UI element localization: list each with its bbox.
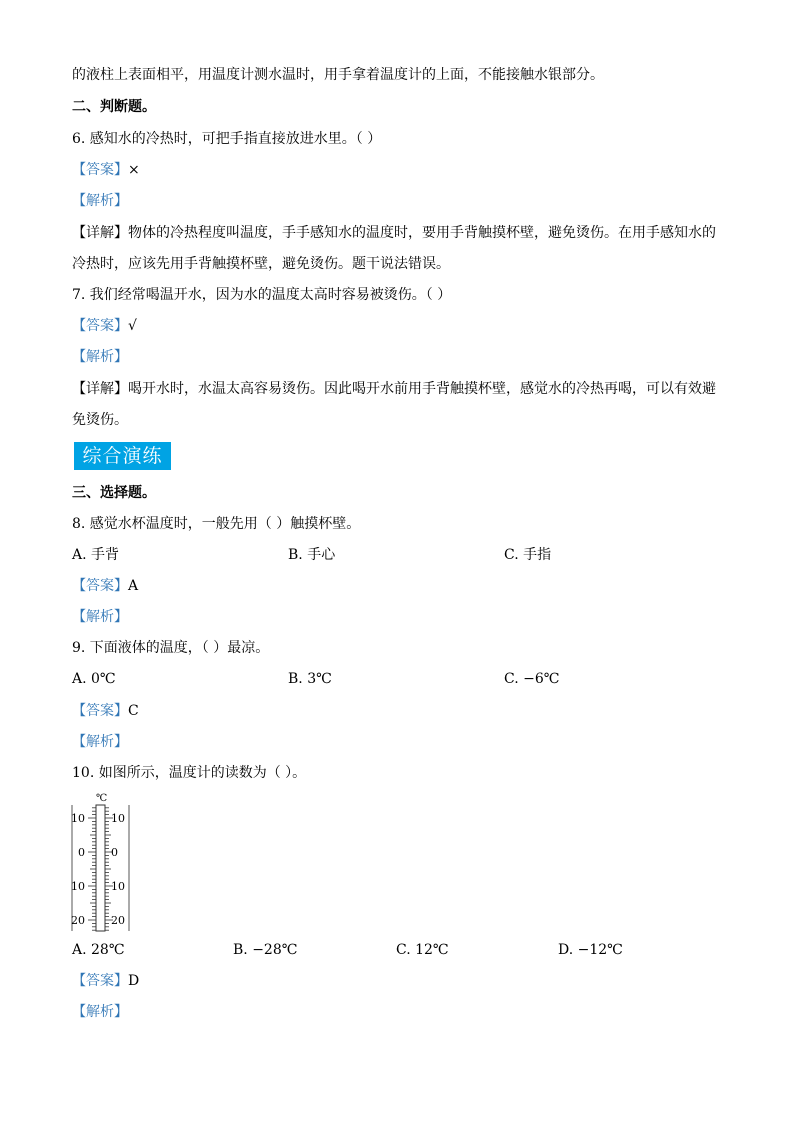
detail-6-line2: 冷热时，应该先用手背触摸杯壁，避免烫伤。题干说法错误。 [72,256,450,272]
answer-value: D [128,973,140,989]
thermometer-figure [70,791,132,933]
answer-tag: 【答案】 [72,973,128,989]
thermometer-left-label-10: 10 [71,812,85,825]
question-9: 9. 下面液体的温度，（ ）最凉。 [72,640,270,656]
answer-tag: 【答案】 [72,703,128,719]
thermometer-right-label-neg20: 20 [111,914,125,927]
thermometer-left-label-neg20: 20 [71,914,85,927]
detail-tag: 【详解】 [72,225,128,241]
thermometer-tube [96,805,105,931]
detail-6 [72,225,716,241]
option-b: B. −28℃ [233,942,298,958]
option-b: B. 3℃ [288,671,332,687]
answer-value: √ [128,318,137,334]
analysis-8: 【解析】 [72,609,128,625]
thermometer-left-label-0: 0 [78,846,85,859]
section-heading-choice: 三、选择题。 [72,485,156,501]
answer-value: × [128,162,140,178]
answer-10 [72,973,139,989]
question-6: 6. 感知水的冷热时，可把手指直接放进水里。（ ） [72,131,382,147]
answer-6 [72,162,140,178]
options-8 [72,547,712,563]
analysis-10: 【解析】 [72,1004,128,1020]
answer-tag: 【答案】 [72,162,128,178]
continued-text: 的液柱上表面相平，用温度计测水温时，用手拿着温度计的上面，不能接触水银部分。 [72,67,604,83]
section-banner: 综合演练 [74,442,171,470]
section-heading-judgement: 二、判断题。 [72,99,156,115]
thermometer-right-label-10: 10 [111,812,125,825]
detail-7-line2: 免烫伤。 [72,412,128,428]
answer-7 [72,318,137,334]
question-8: 8. 感觉水杯温度时，一般先用（ ）触摸杯壁。 [72,516,361,532]
answer-8 [72,578,138,594]
option-b: B. 手心 [288,547,336,563]
option-c: C. 12℃ [396,942,449,958]
option-c: C. −6℃ [504,671,560,687]
answer-value: C [128,703,139,719]
thermometer-right-label-neg10: 10 [111,880,125,893]
thermometer-right-label-0: 0 [111,846,118,859]
option-a: A. 手背 [72,547,120,563]
answer-9 [72,703,139,719]
option-a: A. 28℃ [72,942,125,958]
answer-tag: 【答案】 [72,318,128,334]
option-c: C. 手指 [504,547,552,563]
analysis-6: 【解析】 [72,193,128,209]
answer-tag: 【答案】 [72,578,128,594]
detail-tag: 【详解】 [72,381,128,397]
detail-text: 喝开水时，水温太高容易烫伤。因此喝开水前用手背触摸杯壁，感觉水的冷热再喝，可以有效避 [128,381,716,397]
option-a: A. 0℃ [72,671,116,687]
question-10: 10. 如图所示，温度计的读数为（ ）。 [72,765,307,781]
analysis-9: 【解析】 [72,734,128,750]
thermometer-left-label-neg10: 10 [71,880,85,893]
option-d: D. −12℃ [558,942,623,958]
thermometer-unit: ℃ [96,793,108,804]
detail-7 [72,381,716,397]
options-9 [72,671,712,687]
question-7: 7. 我们经常喝温开水，因为水的温度太高时容易被烫伤。（ ） [72,287,452,303]
options-10 [72,942,712,958]
detail-text: 物体的冷热程度叫温度，手手感知水的温度时，要用手背触摸杯壁，避免烫伤。在用手感知水的 [128,225,716,241]
analysis-7: 【解析】 [72,349,128,365]
answer-value: A [128,578,139,594]
